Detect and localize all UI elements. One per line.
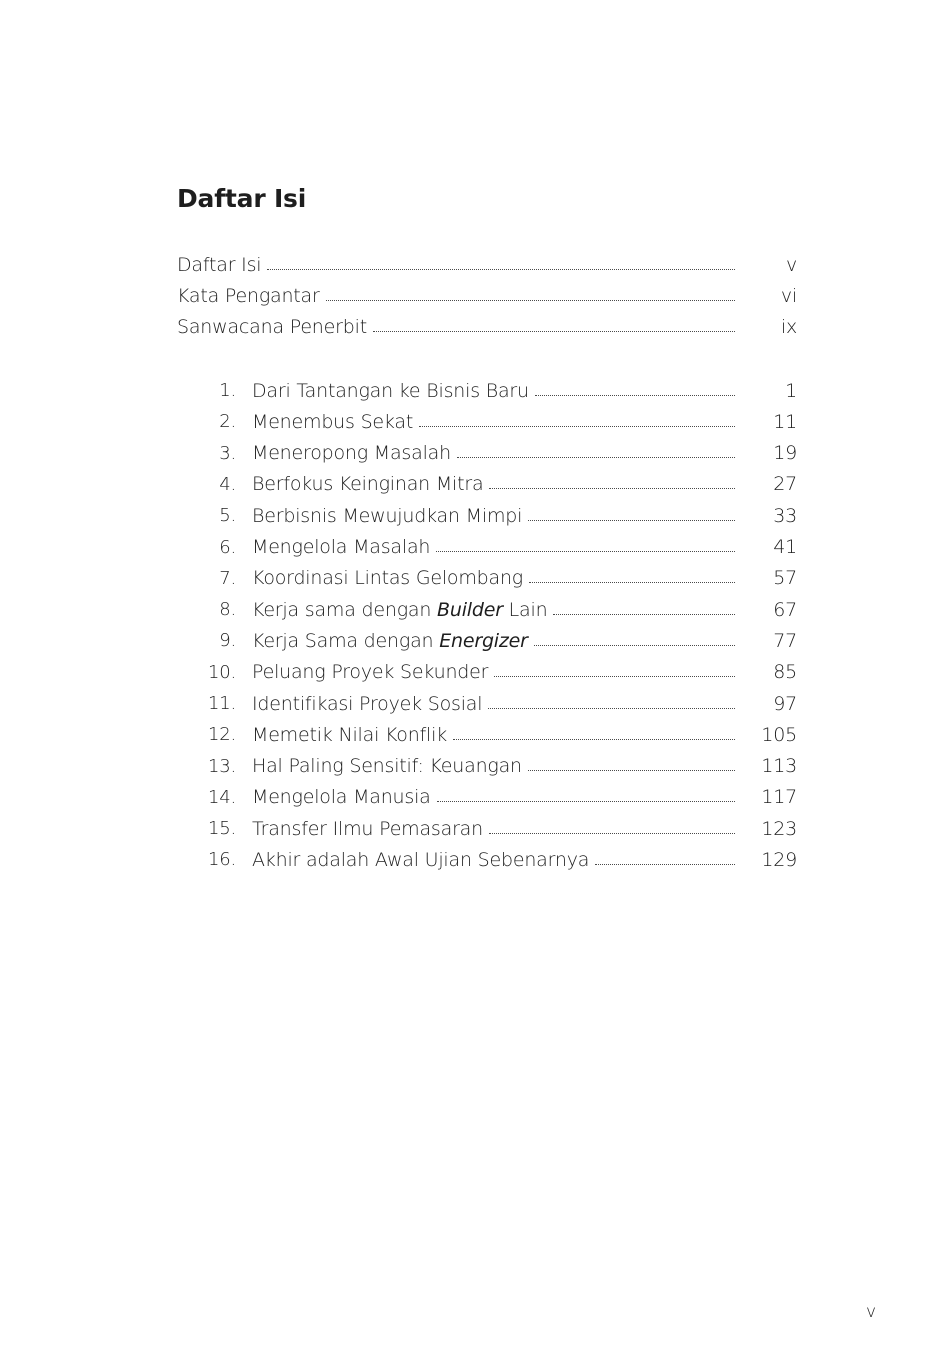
chapter-page: 113: [761, 755, 797, 778]
dot-leader: [267, 268, 735, 270]
chapter-number: 7.: [219, 567, 236, 589]
dot-leader: [553, 613, 735, 615]
toc-chapter-15[interactable]: [177, 813, 797, 844]
toc-chapter-4[interactable]: [177, 469, 797, 500]
dot-leader: [535, 394, 735, 396]
chapter-title: Hal Paling Sensitif: Keuangan: [252, 755, 522, 778]
toc-chapter-9[interactable]: [177, 625, 797, 656]
chapter-number: 2.: [219, 411, 236, 433]
chapter-title-before: Kerja sama dengan: [252, 598, 438, 621]
chapter-number: 15.: [207, 818, 236, 840]
toc-chapter-13[interactable]: [177, 750, 797, 781]
chapter-page: 117: [761, 786, 797, 809]
chapter-title: Identifikasi Proyek Sosial: [252, 692, 483, 715]
chapter-page: 41: [773, 536, 797, 559]
chapter-page: 123: [761, 817, 797, 840]
dot-leader: [489, 832, 735, 834]
toc-chapter-14[interactable]: [177, 782, 797, 813]
dot-leader: [595, 863, 735, 865]
chapter-page: 27: [773, 473, 797, 496]
chapter-number: 11.: [207, 693, 236, 714]
dot-leader: [326, 299, 735, 301]
toc-chapter-5[interactable]: [177, 500, 797, 531]
chapter-number: 6.: [219, 536, 236, 558]
dot-leader: [528, 769, 735, 771]
chapter-page: 105: [761, 723, 797, 746]
chapter-title: Peluang Proyek Sekunder: [252, 661, 489, 684]
chapter-page: 1: [785, 379, 797, 402]
chapter-title-before: Kerja Sama dengan: [252, 629, 440, 652]
dot-leader: [489, 487, 735, 489]
chapter-number: 14.: [207, 786, 236, 808]
chapter-title-after: Lain: [502, 598, 548, 621]
chapter-number: 10.: [207, 661, 236, 683]
toc-chapter-6[interactable]: [177, 531, 797, 562]
toc-chapter-2[interactable]: [177, 406, 797, 437]
dot-leader: [488, 707, 735, 709]
toc-entry-kata-pengantar[interactable]: [177, 280, 797, 311]
chapter-number: 16.: [207, 849, 236, 871]
toc-chapter-7[interactable]: [177, 563, 797, 594]
chapter-number: 3.: [219, 442, 236, 464]
dot-leader: [457, 456, 735, 458]
chapter-page: 85: [773, 661, 797, 684]
section-spacer: [177, 343, 797, 375]
chapter-title-italic: Builder: [437, 598, 503, 621]
chapter-page: 33: [773, 504, 797, 527]
chapter-page: 57: [773, 567, 797, 590]
chapter-page: 67: [773, 598, 797, 621]
page-title: Daftar Isi: [177, 184, 307, 213]
chapter-title: Transfer Ilmu Pemasaran: [252, 817, 483, 840]
chapter-title-italic: Energizer: [439, 629, 528, 652]
toc-chapter-10[interactable]: [177, 657, 797, 688]
dot-leader: [534, 644, 735, 646]
chapter-title: Dari Tantangan ke Bisnis Baru: [252, 379, 529, 402]
toc-chapter-8[interactable]: [177, 594, 797, 625]
toc-entry-page: ix: [780, 316, 797, 339]
chapter-title: Berfokus Keinginan Mitra: [252, 473, 484, 496]
chapter-number: 4.: [219, 473, 236, 495]
page-number: v: [866, 1302, 877, 1322]
toc-entry-page: vi: [780, 284, 797, 307]
chapter-number: 8.: [219, 599, 236, 621]
chapter-number: 12.: [207, 724, 236, 746]
chapter-title: Akhir adalah Awal Ujian Sebenarnya: [252, 848, 590, 871]
chapter-title: Meneropong Masalah: [252, 442, 451, 465]
toc-chapter-3[interactable]: [177, 437, 797, 468]
table-of-contents: [177, 249, 797, 876]
chapter-number: 1.: [219, 380, 236, 402]
chapter-title: Mengelola Masalah: [252, 536, 431, 559]
toc-entry-title: Sanwacana Penerbit: [177, 316, 367, 339]
chapter-page: 19: [773, 442, 797, 465]
chapter-title: Koordinasi Lintas Gelombang: [252, 567, 523, 590]
chapter-title: Mengelola Manusia: [252, 786, 431, 809]
toc-chapter-11[interactable]: [177, 688, 797, 719]
chapter-page: 97: [773, 692, 797, 715]
toc-chapter-16[interactable]: [177, 844, 797, 875]
chapter-title: [252, 630, 528, 652]
chapter-page: 129: [761, 848, 797, 871]
dot-leader: [373, 330, 735, 332]
toc-chapter-1[interactable]: [177, 375, 797, 406]
chapter-title: Menembus Sekat: [252, 410, 414, 433]
chapter-page: 11: [773, 410, 797, 433]
dot-leader: [437, 800, 735, 802]
dot-leader: [436, 550, 735, 552]
chapter-title: Berbisnis Mewujudkan Mimpi: [252, 504, 523, 527]
toc-entry-daftar-isi[interactable]: [177, 249, 797, 280]
chapter-number: 13.: [207, 755, 236, 777]
toc-entry-sanwacana-penerbit[interactable]: [177, 312, 797, 343]
chapter-number: 9.: [219, 630, 236, 652]
dot-leader: [494, 675, 735, 677]
chapter-number: 5.: [219, 505, 236, 527]
dot-leader: [453, 738, 735, 740]
toc-entry-title: Daftar Isi: [177, 253, 262, 276]
dot-leader: [528, 519, 735, 521]
dot-leader: [529, 581, 735, 583]
dot-leader: [419, 425, 735, 427]
chapter-title: Memetik Nilai Konflik: [252, 723, 448, 746]
toc-entry-title: Kata Pengantar: [177, 284, 320, 307]
chapter-page: 77: [773, 629, 797, 652]
toc-chapter-12[interactable]: [177, 719, 797, 750]
chapter-title: [252, 599, 547, 621]
toc-entry-page: v: [785, 253, 797, 276]
